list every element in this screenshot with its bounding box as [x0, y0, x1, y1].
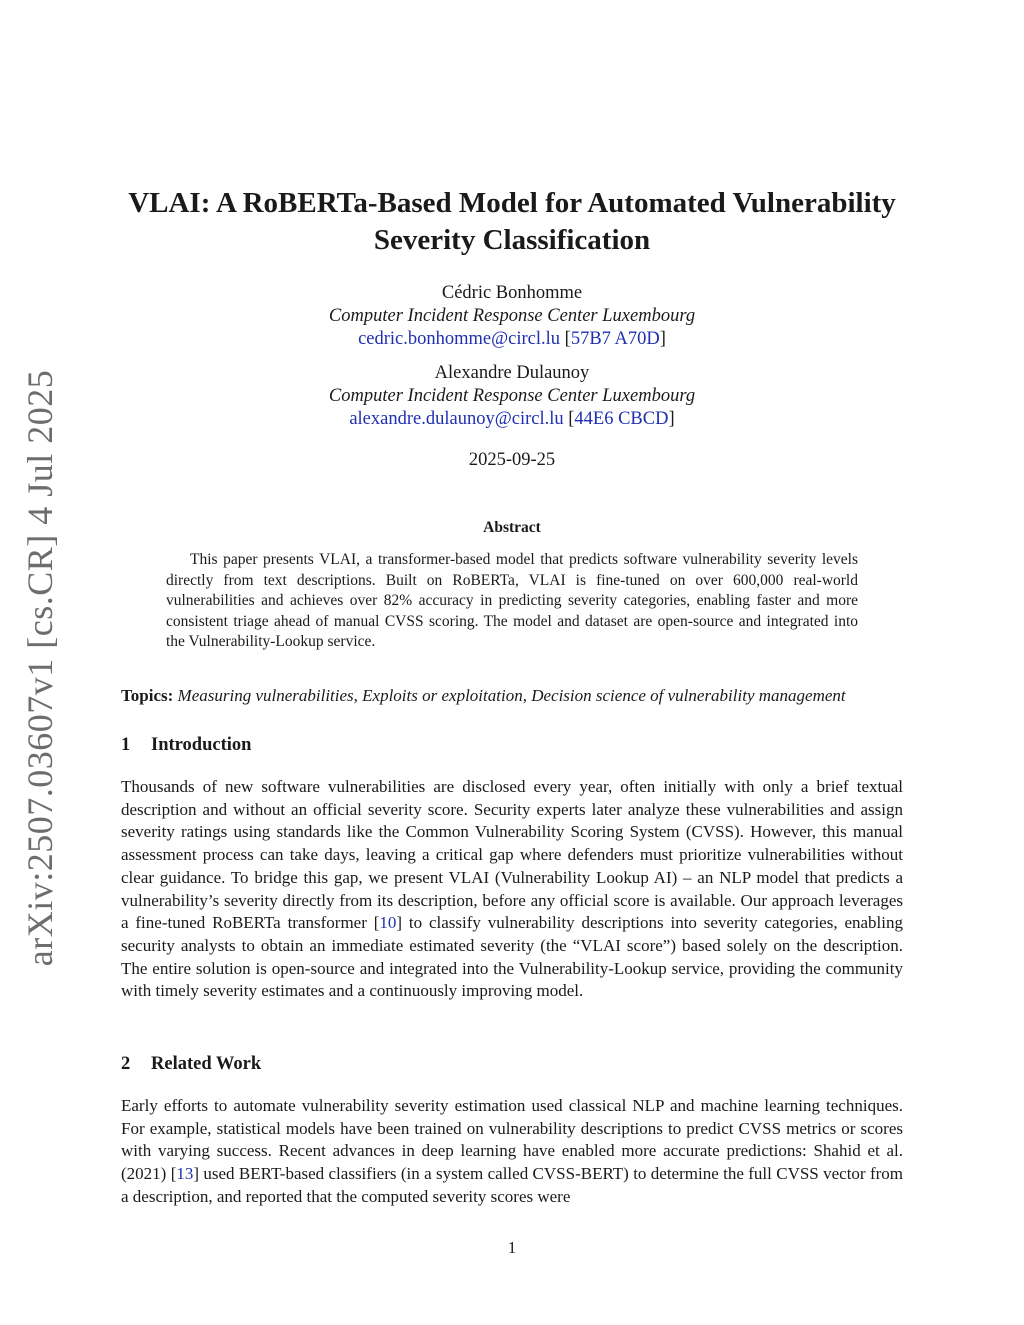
paper-title — [100, 185, 924, 259]
author-email-link[interactable]: cedric.bonhomme@circl.lu — [358, 329, 561, 349]
title-line-1: VLAI: A RoBERTa-Based Model for Automated Vulnerability — [128, 187, 896, 219]
paragraph-text: ] to classify vulnerability descriptions into severity categories, enabling security analysts to obtain an immediate estimated severity (the “VLAI score”) based solely on the description. The entire solution is open-source and integrated into the Vulnerability-Lookup service, providing the community with timely severity estimates and a continuously improving model. — [121, 913, 903, 1001]
introduction-paragraph — [121, 776, 903, 1003]
bracket-close: ] — [668, 409, 675, 429]
citation-link[interactable]: 13 — [176, 1164, 194, 1184]
pgp-key-link[interactable]: 57B7 A70D — [570, 329, 660, 349]
abstract-heading: Abstract — [483, 519, 541, 536]
topics-label: Topics: — [121, 686, 174, 705]
section-number: 2 — [121, 1054, 131, 1074]
section-number: 1 — [121, 735, 131, 755]
topic-item: Measuring vulnerabilities — [177, 686, 354, 705]
bracket-open: [ — [564, 329, 571, 349]
section-title: Introduction — [151, 735, 252, 755]
author-2 — [150, 362, 874, 431]
author-contact — [150, 328, 874, 351]
bracket-open: [ — [568, 409, 575, 429]
topics-line — [121, 685, 911, 707]
topic-separator: , — [522, 686, 532, 705]
paragraph-text: ] used BERT-based classifiers (in a system called CVSS-BERT) to determine the full CVSS vector from a description, and reported that the computed severity scores were — [121, 1164, 904, 1206]
related-work-paragraph — [121, 1095, 903, 1209]
pgp-key-link[interactable]: 44E6 CBCD — [574, 409, 669, 429]
section-heading-related-work — [121, 1054, 261, 1075]
topic-item: Decision science of vulnerability management — [531, 686, 846, 705]
paragraph-text: Thousands of new software vulnerabilities are disclosed every year, often initially with only a brief textual description and without an official severity score. Security experts later analyze these vulnerabilities and assign severity ratings using standards like the Common Vulnerability Scoring System (CVSS). However, this manual assessment process can take days, leaving a critical gap where defenders must prioritize vulnerabilities without clear guidance. To bridge this gap, we present VLAI (Vulnerability Lookup AI) – an NLP model that predicts a vulnerability’s severity directly from its description, before any official score is available. Our approach leverages a fine-tuned RoBERTa transformer [ — [121, 777, 903, 933]
topic-separator: , — [353, 686, 363, 705]
title-line-2: Severity Classification — [373, 224, 651, 256]
citation-link[interactable]: 10 — [379, 913, 397, 933]
arxiv-sidebar — [10, 369, 70, 967]
section-title: Related Work — [151, 1054, 262, 1074]
paragraph-text: Early efforts to automate vulnerability severity estimation used classical NLP and machine learning techniques. For example, statistical models have been trained on vulnerability descriptions to predict CVSS metrics or scores with varying success. Recent advances in deep learning have enabled more accurate predictions: Shahid et al. (2021) [ — [121, 1096, 903, 1184]
author-affiliation: Computer Incident Response Center Luxembourg — [328, 306, 696, 326]
author-email-link[interactable]: alexandre.dulaunoy@circl.lu — [349, 409, 564, 429]
author-contact — [150, 408, 874, 431]
paper-date: 2025-09-25 — [468, 450, 556, 470]
author-1 — [150, 282, 874, 351]
topic-item: Exploits or exploitation — [362, 686, 523, 705]
section-heading-introduction — [121, 735, 251, 756]
abstract-text: This paper presents VLAI, a transformer-based model that predicts software vulnerability severity levels directly from text descriptions. Built on RoBERTa, VLAI is fine-tuned on over 600,000 real-world vulnerabilities and achieves over 82% accuracy in predicting severity categories, enabling faster and more consistent triage ahead of manual CVSS scoring. The model and dataset are open-source and integrated into the Vulnerability-Lookup service. — [166, 551, 858, 650]
arxiv-identifier: arXiv:2507.03607v1 [cs.CR] 4 Jul 2025 — [20, 369, 60, 967]
author-name: Alexandre Dulaunoy — [434, 363, 590, 383]
bracket-close: ] — [659, 329, 666, 349]
author-affiliation: Computer Incident Response Center Luxembourg — [328, 386, 696, 406]
author-name: Cédric Bonhomme — [441, 283, 583, 303]
page-number: 1 — [507, 1238, 517, 1257]
